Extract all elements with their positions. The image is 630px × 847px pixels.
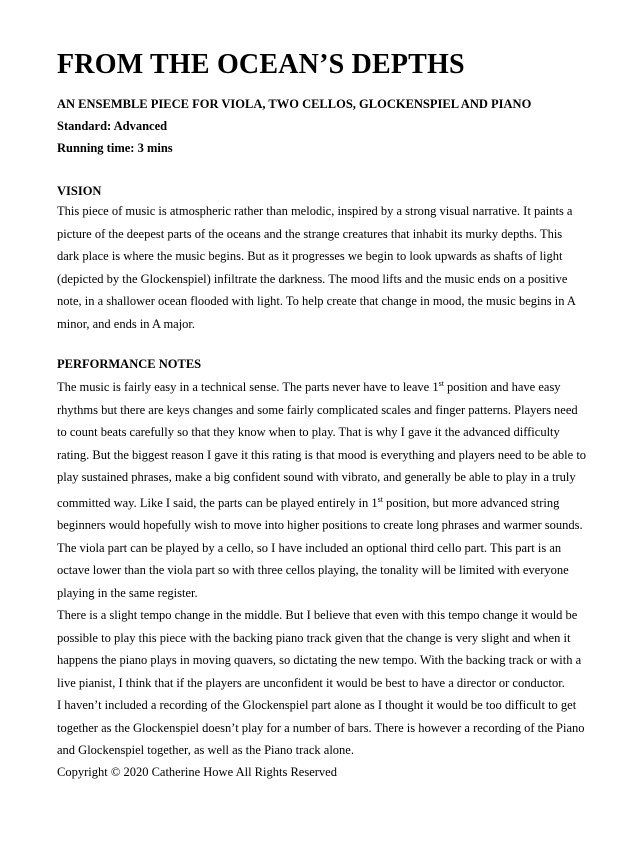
performance-notes-heading: PERFORMANCE NOTES: [57, 357, 202, 371]
standard-label: Standard: Advanced: [57, 119, 168, 133]
running-time-label: Running time: 3 mins: [57, 141, 173, 155]
vision-paragraph: This piece of music is atmospheric rather than melodic, inspired by a strong visual narrative. It paints a picture of the deepest parts of the oceans and the strange creatures that inhabit its murky depths. This dark place is where the music begins. But as it progresses we begin to look upwards as shafts of light (depicted by the Glockenspiel) infiltrate the darkness. The mood lifts and the music ends on a positive note, in a shallower ocean flooded with light. To help create that change in mood, the music begins in A minor, and ends in A major.: [57, 204, 576, 331]
document-page: [57, 48, 587, 782]
performance-p1-part-b: position and have easy rhythms but there are keys changes and some fairly complicated scales and finger patterns. Players need to count beats carefully so that they know when to play. That is why I gave it the advanced difficulty rating. But the biggest reason I gave it this rating is that mood is everything and players need to be able to play sustained phrases, make a big confident sound with vibrato, and generally be able to play in a truly committed way. Like I said, the parts can be played entirely in 1: [57, 380, 587, 510]
performance-paragraph-3: There is a slight tempo change in the middle. But I believe that even with this tempo change it would be possible to play this piece with the backing piano track given that the change is very slight and when it happens the piano plays in moving quavers, so dictating the new tempo. With the backing track or with a live pianist, I think that if the players are unconfident it would be best to have a director or conductor.: [57, 608, 582, 690]
performance-paragraph-4: I haven’t included a recording of the Glockenspiel part alone as I thought it would be too difficult to get together as the Glockenspiel doesn’t play for a number of bars. There is however a recording of the Piano and Glockenspiel together, as well as the Piano track alone.: [57, 698, 585, 758]
ordinal-superscript: st: [438, 379, 444, 388]
performance-p1-part-c: position, but more advanced string beginners would hopefully wish to move into higher positions to create long phrases and warmer sounds.: [57, 495, 583, 533]
ordinal-superscript: st: [377, 494, 383, 504]
performance-paragraph-1: [57, 373, 587, 537]
vision-section: [57, 182, 587, 335]
copyright-notice: Copyright © 2020 Catherine Howe All Rights Reserved: [57, 764, 337, 779]
performance-p1-part-a: The music is fairly easy in a technical sense. The parts never have to leave 1: [57, 380, 439, 395]
page-title: FROM THE OCEAN’S DEPTHS: [57, 49, 465, 80]
vision-heading: VISION: [57, 184, 102, 198]
performance-paragraph-2: The viola part can be played by a cello, so I have included an optional third cello part. This part is an octave lower than the viola part so with three cellos playing, the tonality will be limited with everyone playing in the same register.: [57, 540, 569, 600]
performance-notes-section: [57, 355, 587, 762]
page-subtitle: AN ENSEMBLE PIECE FOR VIOLA, TWO CELLOS, GLOCKENSPIEL AND PIANO: [57, 97, 532, 111]
